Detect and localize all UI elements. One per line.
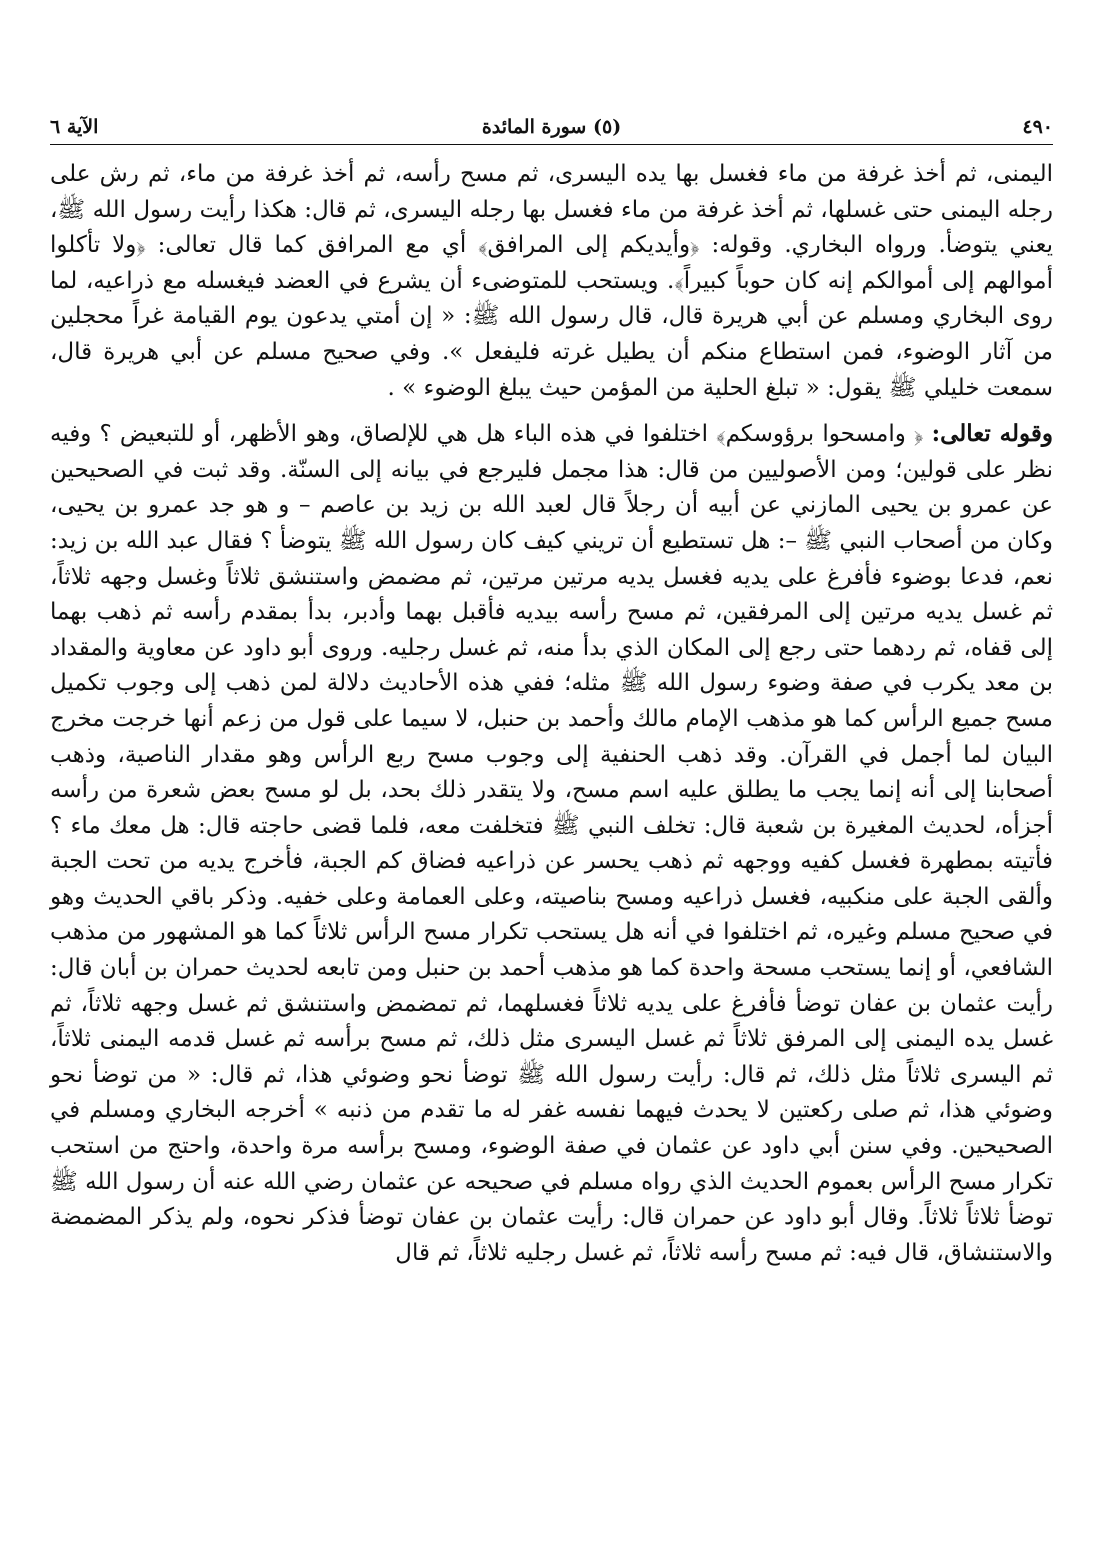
page-number: ٤٩٠	[1022, 116, 1053, 138]
paragraph-2-text: ﴿ وامسحوا برؤوسكم﴾ اختلفوا في هذه الباء هل هي للإلصاق، وهو الأظهر، أو للتبعيض ؟ وفيه نظر على قولين؛ ومن الأصوليين من قال: هذا مجمل فليرجع في بيانه إلى السنّة. وقد ثبت في الصحيحين عن عمرو بن يحيى المازني عن أبيه أن رجلاً قال لعبد الله بن زيد بن عاصم – و هو جد عمرو بن يحيى، وكان من أصحاب النبي ﷺ –: هل تستطيع أن تريني كيف كان رسول الله ﷺ يتوضأ ؟ فقال عبد الله بن زيد: نعم، فدعا بوضوء فأفرغ على يديه فغسل يديه مرتين مرتين، ثم مضمض واستنشق ثلاثاً وغسل وجهه ثلاثاً، ثم غسل يديه مرتين إلى المرفقين، ثم مسح رأسه بيديه فأقبل بهما وأدبر، بدأ بمقدم رأسه ثم ذهب بهما إلى قفاه، ثم ردهما حتى رجع إلى المكان الذي بدأ منه، ثم غسل رجليه. وروى أبو داود عن معاوية والمقداد بن معد يكرب في صفة وضوء رسول الله ﷺ مثله؛ ففي هذه الأحاديث دلالة لمن ذهب إلى وجوب تكميل مسح جميع الرأس كما هو مذهب الإمام مالك وأحمد بن حنبل، لا سيما على قول من زعم أنها خرجت مخرج البيان لما أجمل في القرآن. وقد ذهب الحنفية إلى وجوب مسح ربع الرأس وهو مقدار الناصية، وذهب أصحابنا إلى أنه إنما يجب ما يطلق عليه اسم مسح، ولا يتقدر ذلك بحد، بل لو مسح بعض شعرة من رأسه أجزأه، لحديث المغيرة بن شعبة قال: تخلف النبي ﷺ فتخلفت معه، فلما قضى حاجته قال: هل معك ماء ؟ فأتيته بمطهرة فغسل كفيه ووجهه ثم ذهب يحسر عن ذراعيه فضاق كم الجبة، فأخرج يديه من تحت الجبة وألقى الجبة على منكبيه، فغسل ذراعيه ومسح بناصيته، وعلى العمامة وعلى خفيه. وذكر باقي الحديث وهو في صحيح مسلم وغيره، ثم اختلفوا في أنه هل يستحب تكرار مسح الرأس ثلاثاً كما هو المشهور من مذهب الشافعي، أو إنما يستحب مسحة واحدة كما هو مذهب أحمد بن حنبل ومن تابعه لحديث حمران بن أبان قال: رأيت عثمان بن عفان توضأ فأفرغ على يديه ثلاثاً فغسلهما، ثم تمضمض واستنشق ثم غسل وجهه ثلاثاً، ثم غسل يده اليمنى إلى المرفق ثلاثاً ثم غسل اليسرى مثل ذلك، ثم مسح برأسه ثم غسل قدمه اليمنى ثلاثاً، ثم اليسرى ثلاثاً مثل ذلك، ثم قال: رأيت رسول الله ﷺ توضأ نحو وضوئي هذا، ثم قال: « من توضأ نحو وضوئي هذا، ثم صلى ركعتين لا يحدث فيهما نفسه غفر له ما تقدم من ذنبه » أخرجه البخاري ومسلم في الصحيحين. وفي سنن أبي داود عن عثمان في صفة الوضوء، ومسح برأسه مرة واحدة، واحتج من استحب تكرار مسح الرأس بعموم الحديث الذي رواه مسلم في صحيحه عن عثمان رضي الله عنه أن رسول الله ﷺ توضأ ثلاثاً ثلاثاً. وقال أبو داود عن حمران قال: رأيت عثمان بن عفان توضأ فذكر نحوه، ولم يذكر المضمضة والاستنشاق، قال فيه: ثم مسح رأسه ثلاثاً، ثم غسل رجليه ثلاثاً، ثم قال	[50, 421, 1053, 1266]
paragraph-1	[50, 157, 1053, 406]
surah-title: (٥) سورة المائدة	[481, 116, 622, 138]
paragraph-2-lead: وقوله تعالى:	[931, 420, 1053, 448]
verse-label: الآية ٦	[50, 116, 99, 138]
paragraph-2	[50, 416, 1053, 1271]
main-text	[50, 157, 1053, 1271]
page-header	[50, 110, 1053, 145]
book-page	[50, 110, 1053, 1271]
paragraph-1-text: اليمنى، ثم أخذ غرفة من ماء فغسل بها يده اليسرى، ثم مسح رأسه، ثم أخذ غرفة من ماء، ثم رش على رجله اليمنى حتى غسلها، ثم أخذ غرفة من ماء فغسل بها رجله اليسرى، ثم قال: هكذا رأيت رسول الله ﷺ، يعني يتوضأ. ورواه البخاري. وقوله: ﴿وأيديكم إلى المرافق﴾ أي مع المرافق كما قال تعالى: ﴿ولا تأكلوا أموالهم إلى أموالكم إنه كان حوباً كبيراً﴾. ويستحب للمتوضىء أن يشرع في العضد فيغسله مع ذراعيه، لما روى البخاري ومسلم عن أبي هريرة قال، قال رسول الله ﷺ: « إن أمتي يدعون يوم القيامة غراً محجلين من آثار الوضوء، فمن استطاع منكم أن يطيل غرته فليفعل ». وفي صحيح مسلم عن أبي هريرة قال، سمعت خليلي ﷺ يقول: « تبلغ الحلية من المؤمن حيث يبلغ الوضوء » .	[50, 161, 1053, 401]
